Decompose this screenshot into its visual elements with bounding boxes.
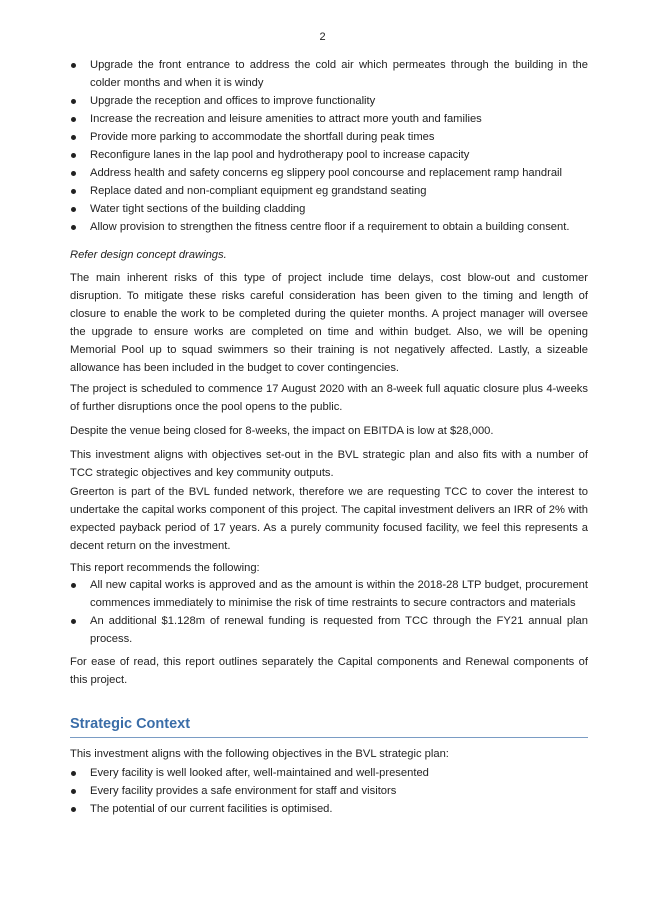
list-item: Every facility is well looked after, well-maintained and well-presented [70, 764, 588, 782]
greerton-paragraph: Greerton is part of the BVL funded network, therefore we are requesting TCC to cover the interest to undertake the capital works component of this project. The capital investment delivers an IRR of 2% with expected payback period of 17 years. As a purely community focused facility, we feel this represents a decent return on the investment. [70, 486, 588, 552]
list-item: The potential of our current facilities is optimised. [70, 800, 588, 818]
bullet-icon [71, 153, 76, 158]
list-item: All new capital works is approved and as the amount is within the 2018-28 LTP budget, procurement commences immediately to minimise the risk of time restraints to secure contractors and materials [70, 576, 588, 612]
design-drawings-note: Refer design concept drawings. [70, 249, 227, 261]
list-item: Upgrade the reception and offices to improve functionality [70, 92, 588, 110]
list-item: Every facility provides a safe environment for staff and visitors [70, 782, 588, 800]
strategic-context-heading: Strategic Context [70, 714, 588, 738]
bullet-icon [71, 771, 76, 776]
strategic-objectives-list-block [70, 764, 588, 818]
bullet-icon [71, 225, 76, 230]
risks-paragraph: The main inherent risks of this type of project include time delays, cost blow-out and customer disruption. To mitigate these risks careful consideration has been given to the timing and length of closure to enable the work to be completed during the quieter months. A project manager will oversee the upgrade to ensure works are completed on time and within budget. Also, we will be opening Memorial Pool up to squad swimmers so their training is not negatively affected. Lastly, a sizeable allowance has been included in the budget to cover contingencies. [70, 272, 588, 374]
bullet-icon [71, 619, 76, 624]
bullet-icon [71, 135, 76, 140]
recommendations-intro: This report recommends the following: [70, 562, 260, 574]
page-number: 2 [319, 31, 326, 43]
list-item: Water tight sections of the building cladding [70, 200, 588, 218]
bullet-icon [71, 99, 76, 104]
strategic-intro-paragraph: This investment aligns with the following objectives in the BVL strategic plan: [70, 748, 449, 760]
bullet-icon [71, 807, 76, 812]
recommendations-list [70, 576, 588, 648]
project-scope-list [70, 56, 588, 236]
bullet-icon [71, 171, 76, 176]
list-item: Allow provision to strengthen the fitness centre floor if a requirement to obtain a building consent. [70, 218, 588, 236]
bullet-icon [71, 583, 76, 588]
list-item: Replace dated and non-compliant equipment eg grandstand seating [70, 182, 588, 200]
bullet-icon [71, 63, 76, 68]
list-item: Reconfigure lanes in the lap pool and hydrotherapy pool to increase capacity [70, 146, 588, 164]
list-item: Provide more parking to accommodate the shortfall during peak times [70, 128, 588, 146]
bullet-icon [71, 789, 76, 794]
bullet-icon [71, 189, 76, 194]
alignment-paragraph: This investment aligns with objectives set-out in the BVL strategic plan and also fits with a number of TCC strategic objectives and key community outputs. [70, 449, 588, 479]
recommendations-list-block [70, 576, 588, 648]
schedule-paragraph: The project is scheduled to commence 17 August 2020 with an 8-week full aquatic closure plus 4-weeks of further disruptions once the pool opens to the public. [70, 383, 588, 413]
ebitda-paragraph: Despite the venue being closed for 8-weeks, the impact on EBITDA is low at $28,000. [70, 425, 494, 437]
bullet-icon [71, 207, 76, 212]
list-item: Upgrade the front entrance to address the cold air which permeates through the building in the colder months and when it is windy [70, 56, 588, 92]
project-scope-list-block [70, 56, 588, 236]
list-item: An additional $1.128m of renewal funding is requested from TCC through the FY21 annual plan process. [70, 612, 588, 648]
strategic-objectives-list [70, 764, 588, 818]
list-item: Address health and safety concerns eg slippery pool concourse and replacement ramp handrail [70, 164, 588, 182]
list-item: Increase the recreation and leisure amenities to attract more youth and families [70, 110, 588, 128]
ease-of-read-paragraph: For ease of read, this report outlines separately the Capital components and Renewal components of this project. [70, 656, 588, 686]
bullet-icon [71, 117, 76, 122]
